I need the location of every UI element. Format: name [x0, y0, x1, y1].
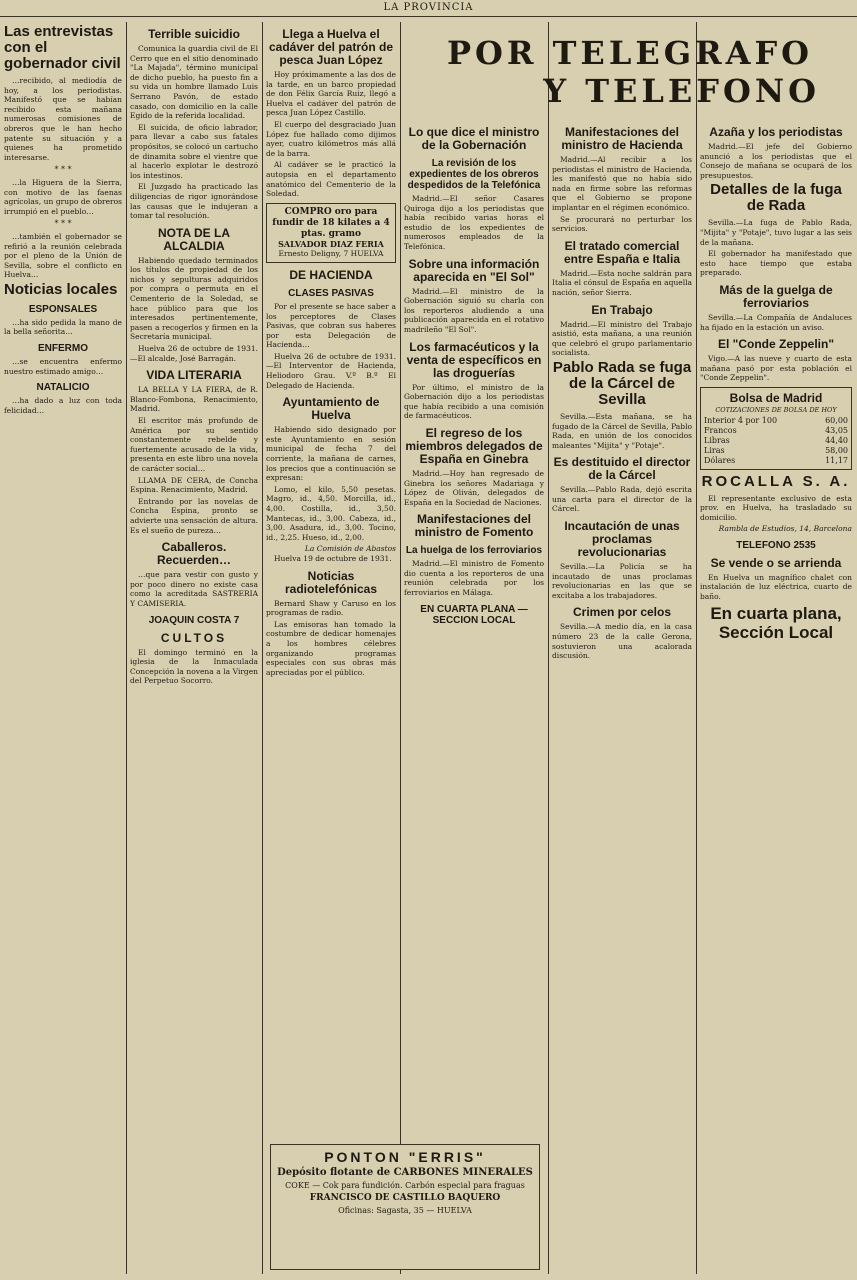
headline-cultos: CULTOS	[160, 630, 228, 645]
paragraph: …la Higuera de la Sierra, con motivo de las faenas agrícolas, un grupo de obreros irrumpió en el pueblo…	[4, 177, 122, 216]
bolsa-box: Bolsa de Madrid COTIZACIONES DE BOLSA DE HOY Interior 4 por 100 60,00 Francos 43,05 Libras 44,40 Liras 58,00 Dólares 11,17	[700, 387, 852, 470]
headline-guelga: Más de la guelga de ferroviarios	[719, 282, 833, 310]
paragraph: Sevilla.—La Policía se ha incautado de unas proclamas revolucionarias en las que se excitaba a los trabajadores.	[552, 562, 692, 600]
paragraph: El domingo terminó en la iglesia de la Inmaculada Concepción la novena a la Virgen del Perpetuo Socorro.	[130, 647, 258, 686]
headline-regreso: El regreso de los miembros delegados de España en Ginebra	[405, 425, 543, 466]
paragraph: Madrid.—El jefe del Gobierno anunció a los periodistas que el Consejo de mañana se ocupará de los presupuestos.	[700, 142, 852, 180]
column-3	[266, 22, 396, 1274]
paragraph: Bernard Shaw y Caruso en los programas de radio.	[266, 598, 396, 618]
paragraph: Sevilla.—La fuga de Pablo Rada, "Mijita" y "Potaje", tuvo lugar a las seis de la mañana.	[700, 218, 852, 247]
paragraph: …también el gobernador se refirió a la reunión celebrada por el pleno de la Unión de Sevilla, sobre el conflicto en Huelva…	[4, 231, 122, 280]
column-6	[700, 120, 852, 1274]
headline-incautacion: Incautación de unas proclamas revolucionarias	[564, 519, 680, 560]
paragraph: Madrid.—El ministro de Fomento dio cuenta a los reporteros de una reunión celebrada por los ferroviarios en Málaga.	[404, 559, 544, 598]
bolsa-value: 11,17	[825, 455, 848, 465]
headline-vende: Se vende o se arrienda	[710, 555, 842, 570]
headline-farmaceuticos: Los farmacéuticos y la venta de específicos en las droguerías	[406, 339, 542, 380]
newspaper-name: LA PROVINCIA	[383, 2, 474, 13]
paragraph: Sevilla.—A medio día, en la casa número 23 de la calle Gerona, sostuvieron una acalorada discusión.	[552, 622, 692, 661]
paragraph: LA BELLA Y LA FIERA, de R. Blanco-Fombona, Renacimiento, Madrid.	[130, 385, 258, 414]
subheading: ENFERMO	[38, 343, 88, 355]
paragraph: Sevilla.—Esta mañana, se ha fugado de la Cárcel de Sevilla, Pablo Rada, en unión de los conocidos maleantes "Mijita" y "Potaje".	[552, 411, 692, 450]
column-4	[404, 120, 544, 1130]
signature: La Comisión de Abastos	[304, 544, 396, 554]
headline-noticias: Noticias locales	[4, 280, 118, 298]
paragraph: Habiendo quedado terminados los títulos de propiedad de los nichos y sepulturas adquiridos por compra o permuta en el Cementerio de la Soledad, se hace público para que los interesados pertinentemente, pasen a recogerlos y firmen en la Secretaría municipal.	[130, 255, 258, 342]
paragraph: Se procurará no perturbar los servicios.	[552, 214, 692, 234]
headline-gobernacion: Lo que dice el ministro de la Gobernación	[408, 125, 540, 152]
bolsa-value: 58,00	[825, 445, 848, 455]
paragraph: El representante exclusivo de esta prov. en Huelva, ha trasladado su domicilio.	[700, 493, 852, 522]
column-2	[130, 22, 258, 1274]
column-rule	[696, 22, 697, 1274]
paragraph: Madrid.—Hoy han regresado de Ginebra los señores Madariaga y López de Oliván, delegados de España en la Sociedad de Naciones.	[404, 468, 544, 507]
paragraph: Madrid.—El señor Casares Quiroga dijo a los periodistas que había recibido varias horas el estudio de los expedientes de numerosos empleados de la Telefónica.	[404, 194, 544, 251]
paragraph: Comunica la guardia civil de El Cerro que en el sitio denominado "La Majada", término municipal de dicho pueblo, ha puesto fin a su vida un hombre llamado Luis Serrano Pavón, de estado casado, con domicilio en la calle Egido de la referida localidad.	[130, 44, 258, 121]
headline-entrevistas: Las entrevistas con el gobernador civil	[4, 23, 121, 72]
telegrafo-banner	[410, 34, 850, 114]
paragraph: Por último, el ministro de la Gobernación dijo a los periodistas que había recibido a una comisión de farmacéuticos.	[404, 382, 544, 421]
bolsa-row	[704, 426, 848, 436]
paragraph: Sevilla.—Pablo Rada, dejó escrita una carta para el director de la Cárcel.	[552, 485, 692, 514]
paragraph: …recibido, al mediodía de hoy, a los periodistas. Manifestó que se habían recibido esta mañana numerosas comisiones de obreros que le han hecho patente su situación y a quienes ha prometido interesarse.	[4, 76, 122, 162]
bolsa-name: Interior 4 por 100	[704, 415, 778, 425]
paragraph: Sevilla.—La Compañía de Andaluces ha fijado en la estación un aviso.	[700, 312, 852, 332]
paragraph: Entrando por las novelas de Concha Espina, pronto se advierte una sensación de altura. Es el sueño de pureza…	[130, 496, 258, 535]
bolsa-name: Libras	[704, 435, 730, 445]
headline-rada: Pablo Rada se fuga de la Cárcel de Sevilla	[552, 358, 692, 408]
paragraph: Habiendo sido designado por este Ayuntamiento en sesión municipal de fecha 7 del corriente, la mañana de carnes, los precios que a continuación se expresan:	[266, 425, 396, 483]
ad-telephone: TELEFONO 2535	[736, 539, 816, 551]
headline-nota: NOTA DE LA ALCALDIA	[158, 225, 230, 253]
paragraph: Madrid.—Esta noche saldrán para Italia el cónsul de España en aquella nación, señor Sierra.	[552, 268, 692, 297]
paragraph: Huelva 19 de octubre de 1931.	[274, 553, 392, 563]
headline-suicidio: Terrible suicidio	[148, 27, 240, 41]
paragraph: …que para vestir con gusto y por poco dinero no existe casa como la acreditada SASTRERIA Y CAMISERIA.	[130, 570, 258, 608]
ad-ponton: PONTON "ERRIS" Depósito flotante de CARBONES MINERALES COKE — Cok para fundición. Carbón especial para fraguas FRANCISCO DE CASTILLO BAQUERO Oficinas: Sagasta, 35 — HUELVA	[270, 1144, 540, 1270]
bolsa-name: Dólares	[704, 455, 736, 465]
bolsa-row	[704, 416, 848, 426]
bolsa-name: Francos	[704, 425, 737, 435]
paragraph: Madrid.—El ministro de la Gobernación siguió su charla con los reporteros aludiendo a una publicación aparecida en el rotativo madrileño "El Sol".	[404, 286, 544, 334]
headline-detalles: Detalles de la fuga de Rada	[710, 181, 842, 215]
bolsa-value: 44,40	[825, 435, 848, 445]
paragraph: Al cadáver se le practicó la autopsia en el departamento anatómico del Cementerio de la Soledad.	[266, 160, 396, 199]
paragraph: Madrid.—El ministro del Trabajo asistió, esta mañana, a una reunión que celebró el grupo parlamentario socialista.	[552, 319, 692, 358]
column-rule	[400, 22, 401, 1274]
paragraph: Vigo.—A las nueve y cuarto de esta mañana pasó por esta población el "Conde Zeppelin".	[700, 354, 852, 383]
column-rule	[262, 22, 263, 1274]
headline-hacienda: DE HACIENDA	[289, 267, 373, 282]
bolsa-value: 60,00	[825, 415, 848, 425]
bolsa-name: Liras	[704, 445, 725, 455]
bolsa-row	[704, 436, 848, 446]
paragraph: El cuerpo del desgraciado Juan López fue hallado como dijimos ayer, cuatro kilómetros más allá de la barra.	[266, 119, 396, 158]
subheading: CLASES PASIVAS	[288, 287, 374, 299]
paragraph: Madrid.—Al recibir a los periodistas el ministro de Hacienda, les manifestó que no había sido nada en firme sobre las reformas que el Gobierno se propone implantar en el régimen económico.	[552, 155, 692, 212]
headline-azana: Azaña y los periodistas	[709, 125, 843, 139]
headline-revision: La revisión de los expedientes de los obreros despedidos de la Telefónica	[407, 158, 541, 191]
paragraph: …ha dado a luz con toda felicidad…	[4, 396, 122, 415]
headline-caballeros: Caballeros. Recuerden…	[156, 540, 232, 568]
paragraph: …se encuentra enfermo nuestro estimado amigo…	[4, 357, 122, 376]
paragraph: En Huelva un magnífico chalet con instalación de luz eléctrica, cuarto de baño.	[700, 572, 852, 602]
seccion-local-note: EN CUARTA PLANA — SECCION LOCAL	[420, 603, 528, 626]
price-list: Lomo, el kilo, 5,50 pesetas. Magro, id., 4,50. Morcilla, id., 4,00. Costilla, id., 3,50. Mantecas, id., 3,00. Cabeza, id., 3,00. Asadura, id., 3,00. Tocino, id., 2,25. Hueso, id., 2,00.	[266, 484, 396, 542]
headline-radio: Noticias radiotelefónicas	[284, 568, 378, 596]
ad-compro: COMPRO oro para fundir de 18 kilates a 4 ptas. gramo SALVADOR DIAZ FERIA Ernesto Deligny, 7 HUELVA	[266, 203, 396, 263]
headline-huelga: La huelga de los ferroviarios	[405, 545, 543, 557]
paragraph: El suicida, de oficio labrador, para llevar a cabo sus fatales propósitos, se colocó un cartucho de dinamita sobre el vientre que al hacerlo explotar le destrozó los intestinos.	[130, 122, 258, 180]
bolsa-value: 43,05	[825, 425, 848, 435]
paragraph: El Juzgado ha practicado las diligencias de rigor ignorándose las causas que le indujeran a tomar tal resolución.	[130, 182, 258, 221]
headline-sol: Sobre una información aparecida en "El Sol"	[408, 256, 540, 284]
paragraph: Hoy próximamente a las dos de la tarde, en un barco propiedad de don Félix García Ruiz, llegó a Huelva el cadáver del patrón de pesca Juan López Castillo.	[266, 70, 396, 118]
paragraph: Huelva 26 de octubre de 1931.—El Interventor de Hacienda, Heliodoro Grau. V.º B.º El Delegado de Hacienda.	[266, 351, 396, 390]
headline-trabajo: En Trabajo	[591, 302, 653, 317]
paragraph: El gobernador ha manifestado que esto hace tiempo que estaba preparado.	[700, 249, 852, 278]
headline-destituido: Es destituido el director de la Cárcel	[553, 455, 691, 483]
bolsa-row	[704, 446, 848, 456]
column-rule	[126, 22, 127, 1274]
headline-cuarta-plana: En cuarta plana, Sección Local	[710, 603, 842, 642]
ad-address: JOAQUIN COSTA 7	[148, 614, 240, 626]
paragraph: …ha sido pedida la mano de la bella señorita…	[4, 317, 122, 337]
paragraph: Por el presente se hace saber a los perceptores de Clases Pasivas, que cobran sus haberes por esta Delegación de Hacienda…	[266, 301, 396, 350]
paragraph: El escritor más profundo de América por su sentido constantemente rebelde y fuertemente acusado de la vida, presenta en este libro una novela de carácter social…	[130, 416, 258, 473]
headline-tratado: El tratado comercial entre España e Italia	[563, 238, 681, 266]
bolsa-table	[704, 416, 848, 466]
ad-address: Rambla de Estudios, 14, Barcelona	[718, 524, 852, 534]
headline-bolsa: Bolsa de Madrid	[729, 390, 823, 405]
headline-rocalla: ROCALLA S. A.	[701, 472, 851, 490]
subheading: ESPONSALES	[28, 303, 98, 315]
column-1: Las entrevistas con el gobernador civil …recibido, al mediodía de hoy, a los periodistas. Manifestó que se habían recibido esta mañana numerosas comisiones de obreros que le han hecho patente su situación y a quienes ha prometido interesarse. * * * …la Higuera de la Sierra, con motivo de las faenas agrícolas, un grupo de obreros irrumpió en el pueblo… * * * …también el gobernador se refirió a la reunión celebrada por el pleno de la Unión de Sevilla, sobre el conflicto en Huelva… Noticias locales ESPONSALES …ha sido pedida la mano de la bella señorita… ENFERMO …se encuentra enfermo nuestro estimado amigo… NATALICIO …ha dado a luz con toda felicidad…	[4, 23, 122, 415]
paragraph: LLAMA DE CERA, de Concha Espina. Renacimiento, Madrid.	[130, 475, 258, 495]
headline-ayuntamiento: Ayuntamiento de Huelva	[282, 395, 380, 423]
masthead	[0, 0, 857, 17]
headline-vida: VIDA LITERARIA	[146, 368, 242, 383]
headline-hacienda-ministro: Manifestaciones del ministro de Hacienda	[561, 125, 683, 152]
bolsa-row	[704, 456, 848, 466]
headline-fomento: Manifestaciones del ministro de Fomento	[414, 512, 534, 540]
paragraph: Las emisoras han tomado la costumbre de dedicar homenajes a los hombres célebres organizando programas especiales con sus obras más apreciadas por el público.	[266, 619, 396, 677]
telegrafo-line2: Y TELEFONO	[543, 72, 820, 110]
headline-zeppelin: El "Conde Zeppelin"	[717, 337, 835, 352]
subheading: NATALICIO	[36, 382, 90, 394]
column-rule	[548, 22, 549, 1274]
paragraph: Huelva 26 de octubre de 1931.—El alcalde, José Barragán.	[130, 344, 258, 363]
column-5	[552, 120, 692, 1274]
telegrafo-line1: POR TELEGRAFO	[446, 34, 814, 72]
headline-crimen: Crimen por celos	[572, 605, 672, 620]
headline-llega: Llega a Huelva el cadáver del patrón de pesca Juan López	[268, 27, 394, 67]
